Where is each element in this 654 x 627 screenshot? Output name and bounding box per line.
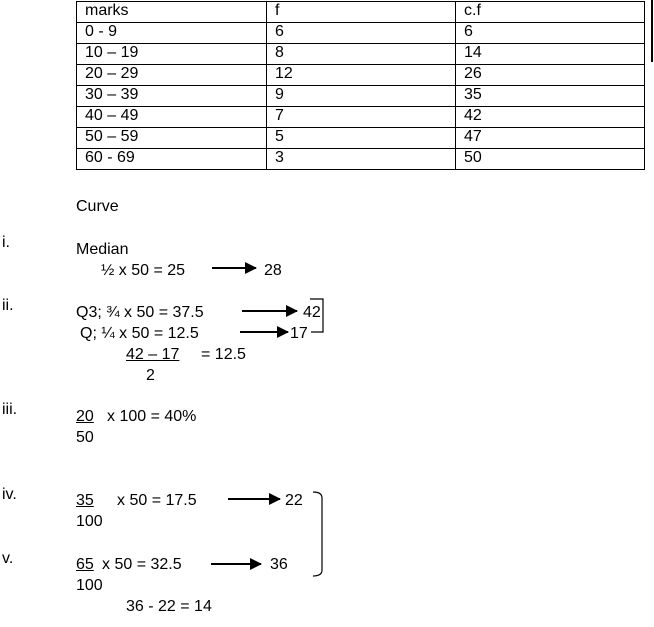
part-iii-numeral: iii. <box>2 401 18 418</box>
cell-marks: 10 – 19 <box>77 44 267 65</box>
cell-f: 6 <box>267 23 456 44</box>
table-row <box>77 86 645 107</box>
quartile-numerator: 42 – 17 <box>126 346 180 363</box>
curve-label: Curve <box>76 198 119 215</box>
iv-denominator: 100 <box>76 513 103 530</box>
cell-marks: 60 - 69 <box>77 149 267 170</box>
quartile-equals: = 12.5 <box>201 346 246 363</box>
v-result: 36 <box>270 556 288 573</box>
v-numerator: 65 <box>76 556 94 573</box>
iv-result: 22 <box>285 492 303 509</box>
cell-cf: 50 <box>456 149 645 170</box>
quartile-denominator: 2 <box>146 367 155 384</box>
table-row <box>77 65 645 86</box>
cell-cf: 6 <box>456 23 645 44</box>
header-f: f <box>267 2 456 23</box>
cell-f: 5 <box>267 128 456 149</box>
table-row <box>77 23 645 44</box>
page-edge-line <box>651 0 653 62</box>
table-row <box>77 149 645 170</box>
percent-denominator: 50 <box>76 429 94 446</box>
v-calculation: x 50 = 32.5 <box>102 556 182 573</box>
difference-calculation: 36 - 22 = 14 <box>126 598 212 615</box>
q3-calculation: Q3; ¾ x 50 = 37.5 <box>76 304 204 321</box>
table-row <box>77 107 645 128</box>
arrow-icon <box>211 563 261 565</box>
iv-numerator: 35 <box>76 492 94 509</box>
arrow-icon <box>240 331 288 333</box>
header-cf: c.f <box>456 2 645 23</box>
arrow-icon <box>212 267 256 269</box>
percent-calculation: x 100 = 40% <box>107 408 197 425</box>
cell-f: 3 <box>267 149 456 170</box>
cell-f: 7 <box>267 107 456 128</box>
median-result: 28 <box>264 262 282 279</box>
right-bracket-icon <box>308 298 328 334</box>
arrow-icon <box>242 310 297 312</box>
median-heading: Median <box>76 241 129 258</box>
frequency-table <box>76 1 645 170</box>
table-header-row <box>77 2 645 23</box>
cell-cf: 14 <box>456 44 645 65</box>
cell-cf: 47 <box>456 128 645 149</box>
cell-marks: 50 – 59 <box>77 128 267 149</box>
table-row <box>77 128 645 149</box>
part-i-numeral: i. <box>2 234 10 251</box>
cell-cf: 42 <box>456 107 645 128</box>
cell-marks: 20 – 29 <box>77 65 267 86</box>
part-iv-numeral: iv. <box>2 486 17 503</box>
median-calculation: ½ x 50 = 25 <box>101 262 186 279</box>
cell-cf: 26 <box>456 65 645 86</box>
q1-calculation: Q; ¼ x 50 = 12.5 <box>80 325 199 342</box>
iv-calculation: x 50 = 17.5 <box>117 492 197 509</box>
q1-result: 17 <box>290 325 308 342</box>
part-ii-numeral: ii. <box>2 297 14 314</box>
right-bracket-icon <box>310 490 330 580</box>
cell-marks: 40 – 49 <box>77 107 267 128</box>
arrow-icon <box>228 498 280 500</box>
table-row <box>77 44 645 65</box>
cell-marks: 0 - 9 <box>77 23 267 44</box>
cell-f: 12 <box>267 65 456 86</box>
v-denominator: 100 <box>76 577 103 594</box>
cell-cf: 35 <box>456 86 645 107</box>
cell-f: 9 <box>267 86 456 107</box>
header-marks: marks <box>77 2 267 23</box>
part-v-numeral: v. <box>2 550 14 567</box>
cell-marks: 30 – 39 <box>77 86 267 107</box>
cell-f: 8 <box>267 44 456 65</box>
percent-numerator: 20 <box>76 408 94 425</box>
q3-result: 42 <box>303 304 321 321</box>
